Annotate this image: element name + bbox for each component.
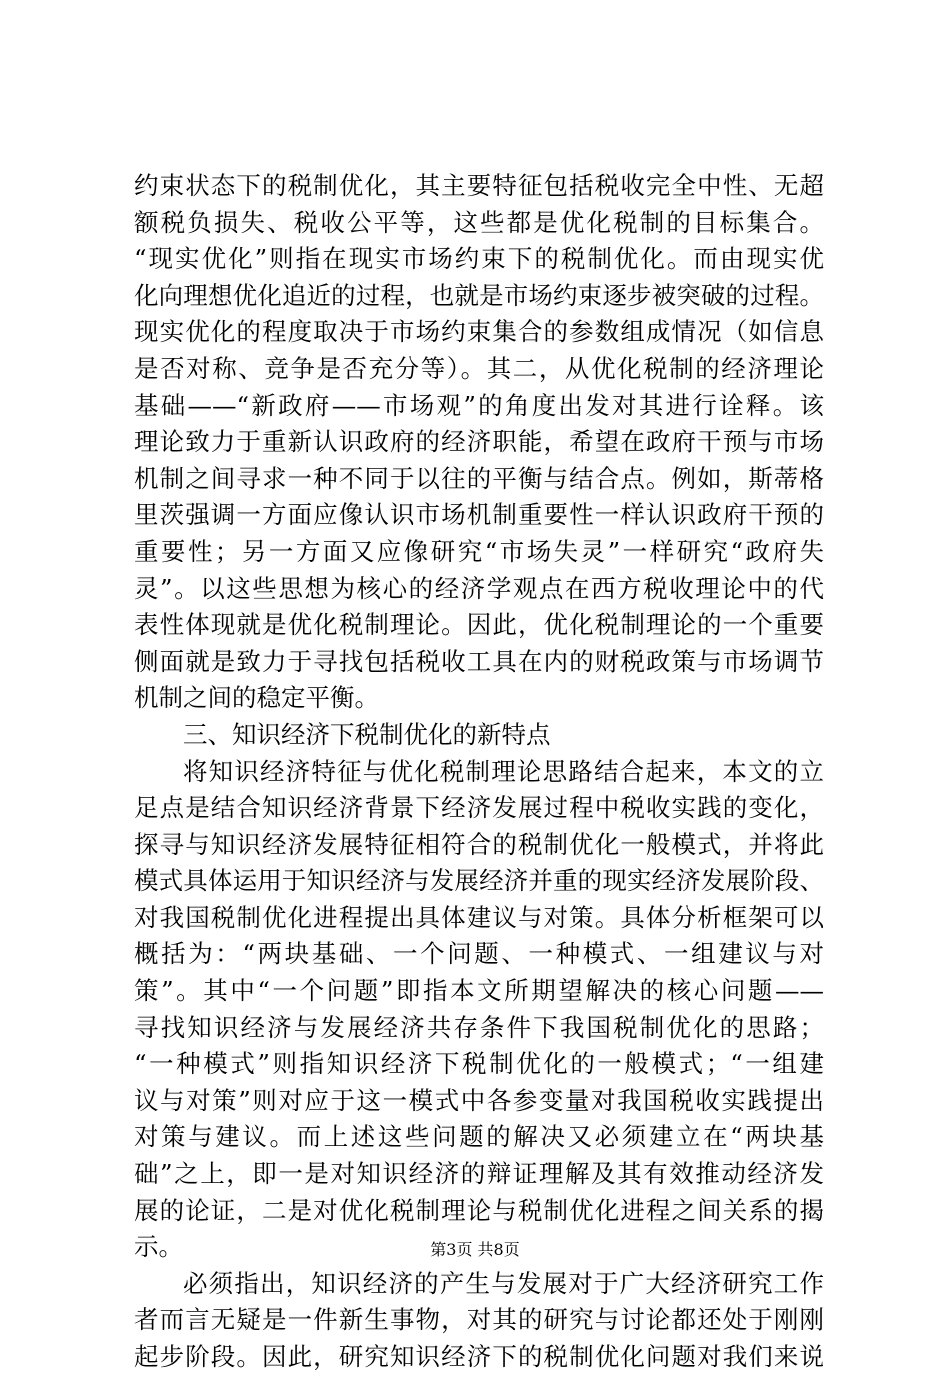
text-line: “一种模式”则指知识经济下税制优化的一般模式；“一组建 <box>134 1049 824 1079</box>
text-line: 对我国税制优化进程提出具体建议与对策。具体分析框架可以 <box>134 902 824 932</box>
text-line: 概括为：“两块基础、一个问题、一种模式、一组建议与对 <box>134 939 824 969</box>
text-line: 机制之间寻求一种不同于以往的平衡与结合点。例如，斯蒂格 <box>134 463 824 493</box>
text-line: 足点是结合知识经济背景下经济发展过程中税收实践的变化， <box>134 793 824 823</box>
text-line: 策”。其中“一个问题”即指本文所期望解决的核心问题—— <box>134 976 824 1006</box>
text-line: 将知识经济特征与优化税制理论思路结合起来，本文的立 <box>183 756 824 786</box>
text-line: 化向理想优化追近的过程，也就是市场约束逐步被突破的过程。 <box>134 280 824 310</box>
text-line: 侧面就是致力于寻找包括税收工具在内的财税政策与市场调节 <box>134 646 824 676</box>
text-line: 必须指出，知识经济的产生与发展对于广大经济研究工作 <box>183 1268 824 1298</box>
text-line: 现实优化的程度取决于市场约束集合的参数组成情况（如信息 <box>134 317 824 347</box>
text-line: 约束状态下的税制优化，其主要特征包括税收完全中性、无超 <box>134 171 824 200</box>
text-line: 对策与建议。而上述这些问题的解决又必须建立在“两块基 <box>134 1122 824 1152</box>
text-line: 里茨强调一方面应像认识市场机制重要性一样认识政府干预的 <box>134 500 824 530</box>
text-line: 者而言无疑是一件新生事物，对其的研究与讨论都还处于刚刚 <box>134 1305 824 1335</box>
text-line: 模式具体运用于知识经济与发展经济并重的现实经济发展阶段、 <box>134 866 824 896</box>
text-line: 础”之上，即一是对知识经济的辩证理解及其有效推动经济发 <box>134 1159 824 1189</box>
text-line: 三、知识经济下税制优化的新特点 <box>183 719 551 749</box>
body-text <box>134 168 824 1376</box>
text-line: 示。 <box>134 1232 183 1262</box>
text-line: 寻找知识经济与发展经济共存条件下我国税制优化的思路； <box>134 1012 824 1042</box>
text-line: “现实优化”则指在现实市场约束下的税制优化。而由现实优 <box>134 244 824 274</box>
text-line: 展的论证，二是对优化税制理论与税制优化进程之间关系的揭 <box>134 1195 824 1225</box>
text-line: 表性体现就是优化税制理论。因此，优化税制理论的一个重要 <box>134 610 824 640</box>
text-line: 灵”。以这些思想为核心的经济学观点在西方税收理论中的代 <box>134 573 824 603</box>
text-line: 理论致力于重新认识政府的经济职能，希望在政府干预与市场 <box>134 427 824 457</box>
text-line: 议与对策”则对应于这一模式中各参变量对我国税收实践提出 <box>134 1085 824 1115</box>
page-footer: 第3页 共8页 <box>430 1240 520 1259</box>
text-line: 起步阶段。因此，研究知识经济下的税制优化问题对我们来说 <box>134 1342 824 1371</box>
text-line: 机制之间的稳定平衡。 <box>134 683 379 713</box>
text-line: 探寻与知识经济发展特征相符合的税制优化一般模式，并将此 <box>134 829 824 859</box>
text-line: 额税负损失、税收公平等，这些都是优化税制的目标集合。 <box>134 207 824 237</box>
text-line: 基础——“新政府——市场观”的角度出发对其进行诠释。该 <box>134 390 824 420</box>
text-line: 是否对称、竞争是否充分等）。其二，从优化税制的经济理论 <box>134 353 824 383</box>
text-line: 重要性；另一方面又应像研究“市场失灵”一样研究“政府失 <box>134 536 824 566</box>
